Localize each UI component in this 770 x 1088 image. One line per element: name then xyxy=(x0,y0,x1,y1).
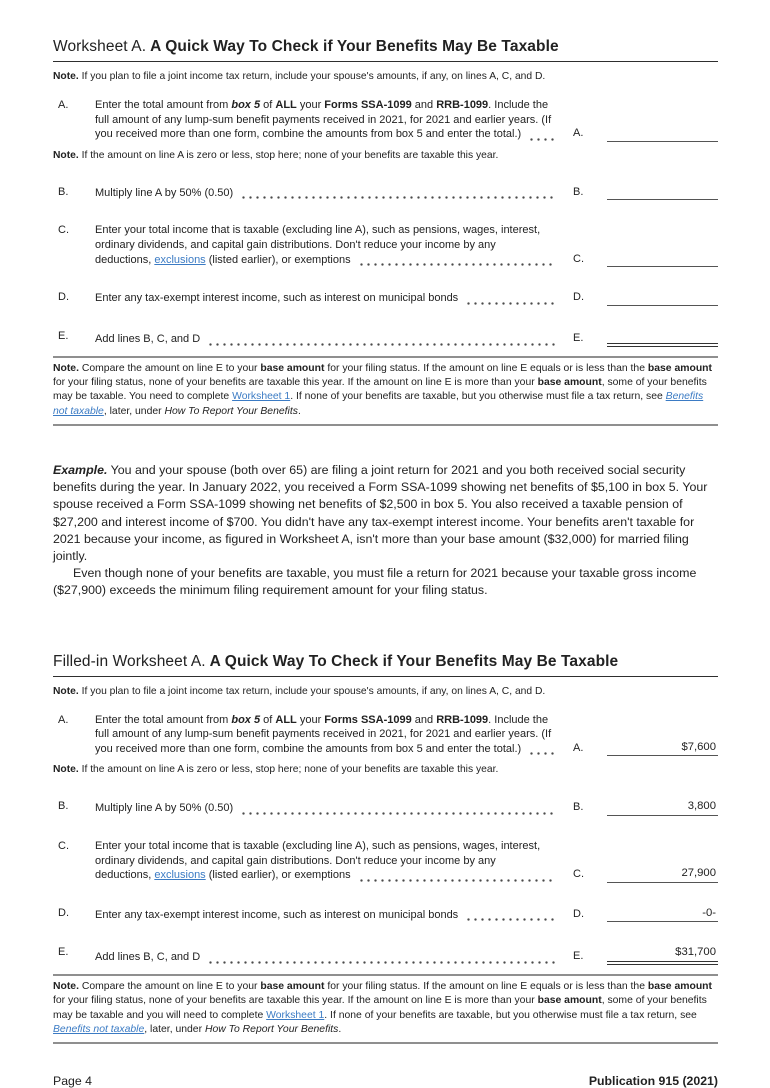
worksheet-row xyxy=(53,223,718,267)
text-segment: Note. xyxy=(53,362,79,374)
inline-link[interactable]: exclusions xyxy=(154,253,206,266)
text-segment: . xyxy=(338,1023,342,1035)
text-segment: , later, under xyxy=(144,1023,205,1035)
worksheet-row xyxy=(53,98,718,142)
worksheet-rows xyxy=(53,98,718,347)
row-letter: D. xyxy=(58,906,69,919)
text-segment: Example. xyxy=(53,462,108,477)
row-letter: C. xyxy=(58,224,69,237)
worksheet-title xyxy=(53,653,718,671)
row-text xyxy=(95,223,560,267)
worksheet-top-note xyxy=(53,685,718,698)
text-segment: You and your spouse (both over 65) are filing a joint return for 2021 and you both received social security benefits during the year. In January 2022, you received a Form SSA-1099 showing net benefits of $5,100 in box 5. Your spouse received a Form SSA-1099 showing net benefits of $2,500 in box 5. You also received a taxable pension of $27,200 and interest income of $700. You didn't have any tax-exempt interest income. Your benefits aren't taxable for 2021 because your income, as figured in Worksheet A, isn't more than your base amount ($32,000) for married filing jointly. xyxy=(53,462,708,563)
text-segment: for your filing status. If the amount on line E equals or is less than the xyxy=(324,362,648,374)
row-text xyxy=(95,713,560,757)
worksheet-bottom-note xyxy=(53,980,718,1037)
text-segment: Note. xyxy=(53,980,79,992)
text-segment: How To Report Your Benefits xyxy=(204,1023,339,1035)
row-text xyxy=(95,839,560,883)
text-segment: . xyxy=(297,405,301,417)
text-segment: Enter any tax-exempt interest income, such as interest on municipal bonds xyxy=(95,292,459,305)
amount-line xyxy=(607,866,718,883)
text-segment: . If none of your benefits are taxable, but you otherwise must file a tax return, see xyxy=(290,391,666,403)
amount-value: $31,700 xyxy=(675,946,716,959)
amount-value xyxy=(607,127,718,141)
inline-link[interactable]: Benefits not taxable xyxy=(53,1023,145,1035)
row-letter: E. xyxy=(58,329,69,342)
dot-leader xyxy=(240,806,556,815)
inline-link[interactable]: Worksheet 1 xyxy=(232,391,291,403)
row-letter: B. xyxy=(58,185,69,198)
amount-line xyxy=(607,291,718,306)
text-segment: If you plan to file a joint income tax return, include your spouse's amounts, if any, on lines A, C, and D. xyxy=(78,71,546,82)
text-segment: your xyxy=(296,99,325,111)
text-segment: Forms SSA-1099 xyxy=(324,713,412,726)
text-segment: full amount of any lump-sum benefit payments received in 2021, for 2021 and earlier years. (If xyxy=(95,113,552,126)
divider-rule xyxy=(53,1042,718,1044)
text-segment: ALL xyxy=(275,99,297,111)
row-text xyxy=(95,950,560,965)
row-letter-right: E. xyxy=(573,950,584,963)
amount-value xyxy=(607,252,718,266)
text-segment: . If none of your benefits are taxable, but you otherwise must file a tax return, see xyxy=(324,1009,697,1021)
worksheet-rows xyxy=(53,713,718,965)
dot-leader xyxy=(465,912,556,921)
amount-value xyxy=(607,185,718,199)
text-segment: Multiply line A by 50% (0.50) xyxy=(95,802,234,815)
worksheet-row xyxy=(53,713,718,757)
text-segment: , some of your benefits may be taxable. You need to complete xyxy=(53,377,707,403)
text-segment: , some of your benefits may be taxable and you will need to complete xyxy=(53,995,707,1021)
text-segment: and xyxy=(411,713,437,726)
dot-leader xyxy=(358,257,556,266)
divider-rule xyxy=(53,356,718,358)
text-segment: Add lines B, C, and D xyxy=(95,333,201,346)
text-segment: ALL xyxy=(275,713,297,726)
row-letter-right: D. xyxy=(573,291,584,304)
text-segment: base amount xyxy=(647,980,712,992)
text-segment: Compare the amount on line E to your xyxy=(78,980,261,992)
worksheet-a-blank xyxy=(53,38,718,426)
dot-leader xyxy=(207,955,556,964)
row-letter-right: B. xyxy=(573,801,584,814)
amount-value xyxy=(607,291,718,305)
worksheet-bottom-note xyxy=(53,362,718,419)
text-segment: Note. xyxy=(53,764,79,776)
worksheet-title-prefix: Worksheet A. xyxy=(53,38,147,55)
text-segment: Note. xyxy=(53,685,79,697)
text-segment: RRB-1099 xyxy=(436,713,489,726)
amount-value: 3,800 xyxy=(687,800,716,813)
text-segment: for your filing status, none of your benefits are taxable this year. If the amount on line E is more than your xyxy=(53,377,538,389)
row-letter: B. xyxy=(58,800,69,813)
amount-line xyxy=(607,185,718,200)
footer-page-number: Page 4 xyxy=(53,1074,92,1088)
dot-leader xyxy=(528,746,556,755)
text-segment: deductions, xyxy=(95,869,155,882)
worksheet-title-main: A Quick Way To Check if Your Benefits May Be Taxable xyxy=(150,38,559,55)
row-letter-right: A. xyxy=(573,127,584,140)
amount-value: $7,600 xyxy=(681,740,716,753)
amount-value xyxy=(607,329,718,343)
text-segment: ordinary dividends, and capital gain distributions. Don't reduce your income by any xyxy=(95,854,496,867)
dot-leader xyxy=(207,337,556,346)
worksheet-row xyxy=(53,329,718,347)
amount-line xyxy=(607,906,718,923)
page-footer xyxy=(53,1074,718,1088)
worksheet-row xyxy=(53,290,718,306)
row-letter-right: A. xyxy=(573,741,584,754)
dot-leader xyxy=(358,873,556,882)
worksheet-row xyxy=(53,839,718,883)
line-a-note xyxy=(53,149,718,162)
text-segment: Add lines B, C, and D xyxy=(95,951,201,964)
worksheet-title-main: A Quick Way To Check if Your Benefits May Be Taxable xyxy=(209,652,619,670)
text-segment: full amount of any lump-sum benefit payments received in 2021, for 2021 and earlier years. (If xyxy=(95,728,552,741)
worksheet-title-prefix: Filled-in Worksheet A. xyxy=(53,652,206,670)
amount-line xyxy=(607,740,718,757)
footer-publication: Publication 915 (2021) xyxy=(588,1074,718,1088)
inline-link[interactable]: Worksheet 1 xyxy=(266,1009,325,1021)
row-text xyxy=(95,801,560,816)
text-segment: your xyxy=(296,713,325,726)
inline-link[interactable]: Benefits not taxable xyxy=(53,391,704,417)
worksheet-top-note xyxy=(53,70,718,83)
text-segment: box 5 xyxy=(231,713,261,726)
row-text xyxy=(95,98,560,142)
worksheet-row xyxy=(53,185,718,201)
text-segment: of xyxy=(260,99,276,111)
text-segment: . Include the xyxy=(488,713,549,726)
dot-leader xyxy=(465,296,556,305)
text-segment: base amount xyxy=(260,980,325,992)
amount-line xyxy=(607,127,718,142)
amount-value: -0- xyxy=(702,906,716,919)
text-segment: Even though none of your benefits are taxable, you must file a return for 2021 because your taxable gross income ($27,900) exceeds the minimum filing requirement amount for your filing status. xyxy=(53,566,697,598)
text-segment: Enter the total amount from xyxy=(95,99,232,111)
text-segment: base amount xyxy=(647,362,712,374)
row-letter: C. xyxy=(58,839,69,852)
text-segment: you received more than one form, combine the amounts from box 5 and enter the total.) xyxy=(95,742,522,755)
row-text xyxy=(95,186,560,201)
text-segment: Enter the total amount from xyxy=(95,713,232,726)
amount-line xyxy=(607,252,718,267)
divider-rule xyxy=(53,424,718,426)
text-segment: Enter any tax-exempt interest income, such as interest on municipal bonds xyxy=(95,908,459,921)
worksheet-row xyxy=(53,906,718,923)
title-rule xyxy=(53,676,718,677)
text-segment: Note. xyxy=(53,149,79,161)
row-text xyxy=(95,908,560,923)
amount-value: 27,900 xyxy=(681,867,716,880)
row-letter: A. xyxy=(58,99,69,111)
text-segment: If the amount on line A is zero or less, stop here; none of your benefits are taxable this year. xyxy=(78,149,499,161)
row-letter-right: C. xyxy=(573,252,584,265)
text-segment: If you plan to file a joint income tax return, include your spouse's amounts, if any, on lines A, C, and D. xyxy=(78,685,546,697)
text-segment: RRB-1099 xyxy=(436,99,489,111)
text-segment: Note. xyxy=(53,71,79,82)
text-segment: Enter your total income that is taxable (excluding line A), such as pensions, wages, interest, xyxy=(95,224,541,237)
text-segment: base amount xyxy=(537,995,602,1007)
text-segment: you received more than one form, combine the amounts from box 5 and enter the total.) xyxy=(95,128,522,141)
text-segment: (listed earlier), or exemptions xyxy=(205,869,351,882)
text-segment: deductions, xyxy=(95,253,155,266)
line-a-note xyxy=(53,763,718,776)
text-segment: Multiply line A by 50% (0.50) xyxy=(95,186,234,199)
row-letter-right: D. xyxy=(573,907,584,920)
row-text xyxy=(95,332,560,347)
dot-leader xyxy=(528,132,556,141)
text-segment: If the amount on line A is zero or less, stop here; none of your benefits are taxable this year. xyxy=(78,764,499,776)
row-letter-right: B. xyxy=(573,185,584,198)
row-letter: D. xyxy=(58,291,69,304)
example-block xyxy=(53,462,718,600)
text-segment: base amount xyxy=(537,377,602,389)
amount-line xyxy=(607,329,718,347)
amount-line xyxy=(607,945,718,965)
worksheet-row xyxy=(53,945,718,965)
text-segment: box 5 xyxy=(231,99,261,111)
worksheet-row xyxy=(53,799,718,816)
text-segment: How To Report Your Benefits xyxy=(164,405,298,417)
example-paragraph-2 xyxy=(53,565,718,599)
dot-leader xyxy=(240,190,556,199)
inline-link[interactable]: exclusions xyxy=(154,869,206,882)
text-segment: ordinary dividends, and capital gain distributions. Don't reduce your income by any xyxy=(95,238,496,251)
text-segment: . Include the xyxy=(488,99,549,111)
text-segment: for your filing status, none of your benefits are taxable this year. If the amount on line E is more than your xyxy=(53,995,538,1007)
row-letter-right: E. xyxy=(573,332,584,345)
text-segment: for your filing status. If the amount on line E equals or is less than the xyxy=(324,980,648,992)
title-rule xyxy=(53,61,718,62)
text-segment: , later, under xyxy=(103,405,165,417)
worksheet-title xyxy=(53,38,718,56)
worksheet-a-filled xyxy=(53,653,718,1045)
text-segment: base amount xyxy=(260,362,325,374)
text-segment: Enter your total income that is taxable (excluding line A), such as pensions, wages, interest, xyxy=(95,839,541,852)
text-segment: and xyxy=(411,99,437,111)
text-segment: Compare the amount on line E to your xyxy=(78,362,261,374)
row-letter: A. xyxy=(58,713,69,726)
row-letter-right: C. xyxy=(573,868,584,881)
amount-line xyxy=(607,799,718,816)
row-letter: E. xyxy=(58,946,69,959)
text-segment: Forms SSA-1099 xyxy=(324,99,412,111)
divider-rule xyxy=(53,974,718,976)
row-text xyxy=(95,291,560,306)
text-segment: (listed earlier), or exemptions xyxy=(205,253,351,266)
text-segment: of xyxy=(260,713,276,726)
example-paragraph-1 xyxy=(53,462,718,565)
